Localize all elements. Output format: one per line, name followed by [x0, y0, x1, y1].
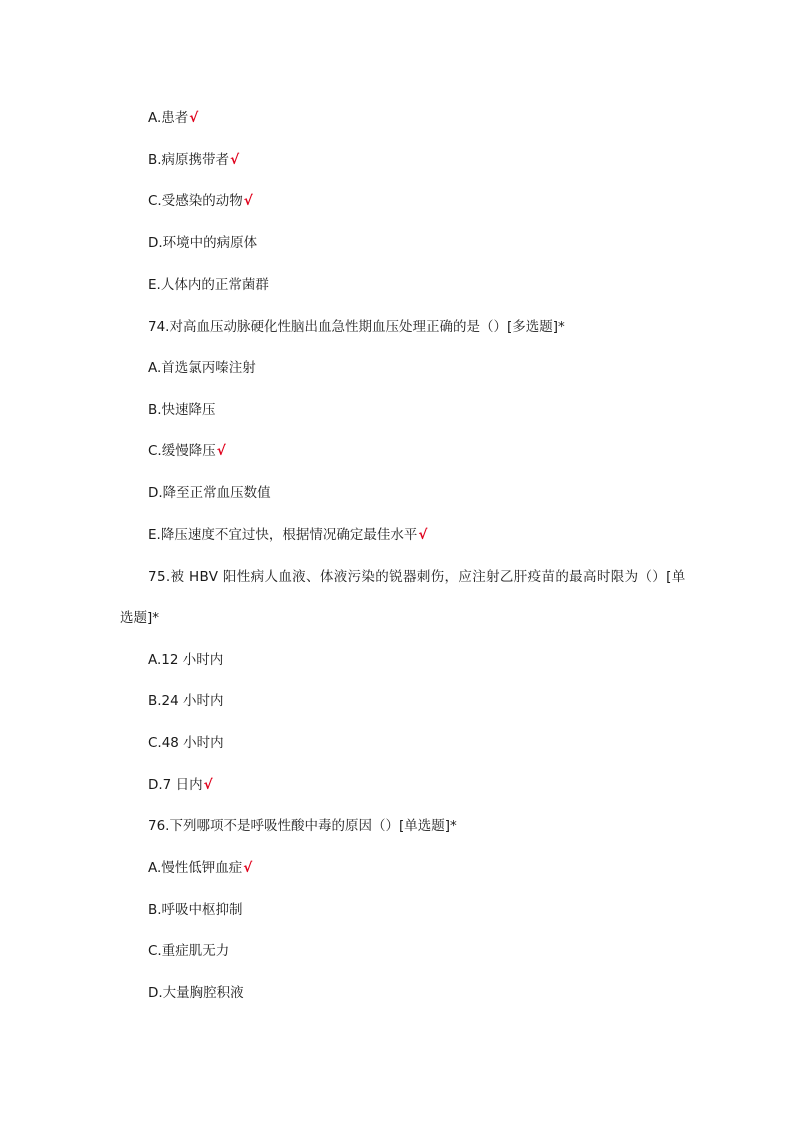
option-text: C.受感染的动物 — [148, 193, 243, 209]
option-text: D.7 日内 — [148, 777, 203, 793]
question-75-continuation — [120, 609, 160, 627]
answer-check-mark: √ — [418, 527, 428, 543]
question-text: 74.对高血压动脉硬化性脑出血急性期血压处理正确的是（）[多选题]* — [148, 319, 565, 335]
option-text: E.人体内的正常菌群 — [148, 277, 269, 293]
answer-check-mark: √ — [216, 443, 226, 459]
option-text: B.24 小时内 — [148, 693, 224, 709]
option-a-patient — [148, 109, 198, 127]
option-d-7-days — [148, 776, 213, 794]
option-c-myasthenia — [148, 942, 230, 960]
option-text: D.环境中的病原体 — [148, 235, 258, 251]
answer-check-mark: √ — [189, 110, 199, 126]
option-text: A.12 小时内 — [148, 652, 224, 668]
option-text: A.慢性低钾血症 — [148, 860, 243, 876]
option-a-hypokalemia — [148, 859, 252, 877]
question-text: 75.被 HBV 阳性病人血液、体液污染的锐器刺伤，应注射乙肝疫苗的最高时限为（）[单 — [148, 569, 686, 585]
option-b-rapid-reduction — [148, 401, 217, 419]
option-b-respiratory-center — [148, 901, 244, 919]
option-d-normal-value — [148, 484, 272, 502]
option-text: D.大量胸腔积液 — [148, 985, 244, 1001]
option-c-infected-animal — [148, 192, 253, 210]
option-a-12-hours — [148, 651, 224, 669]
option-text: B.快速降压 — [148, 402, 216, 418]
option-text: A.首选氯丙嗪注射 — [148, 360, 256, 376]
question-76 — [148, 817, 458, 835]
option-text: B.病原携带者 — [148, 152, 230, 168]
option-d-pleural-effusion — [148, 984, 245, 1002]
question-text: 选题]* — [120, 610, 160, 626]
option-text: B.呼吸中枢抑制 — [148, 902, 243, 918]
option-b-carrier — [148, 151, 239, 169]
answer-check-mark: √ — [243, 193, 253, 209]
option-text: E.降压速度不宜过快，根据情况确定最佳水平 — [148, 527, 418, 543]
option-text: A.患者 — [148, 110, 189, 126]
option-c-slow-reduction — [148, 442, 226, 460]
question-74 — [148, 318, 566, 336]
answer-check-mark: √ — [243, 860, 253, 876]
question-text: 76.下列哪项不是呼吸性酸中毒的原因（）[单选题]* — [148, 818, 457, 834]
option-d-environment-pathogen — [148, 234, 258, 252]
option-text: C.缓慢降压 — [148, 443, 216, 459]
option-b-24-hours — [148, 692, 225, 710]
option-text: D.降至正常血压数值 — [148, 485, 271, 501]
option-a-chlorpromazine — [148, 359, 257, 377]
answer-check-mark: √ — [230, 152, 240, 168]
option-c-48-hours — [148, 734, 225, 752]
option-e-normal-flora — [148, 276, 270, 294]
option-text: C.48 小时内 — [148, 735, 224, 751]
answer-check-mark: √ — [203, 777, 213, 793]
option-e-optimal-level — [148, 526, 427, 544]
option-text: C.重症肌无力 — [148, 943, 230, 959]
question-75 — [148, 568, 687, 586]
